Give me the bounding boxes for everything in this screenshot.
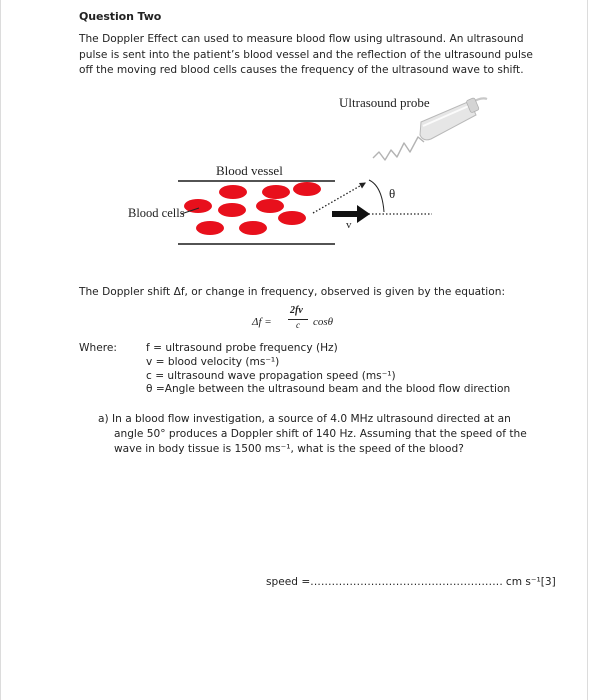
ultrasound-wave	[373, 137, 424, 160]
doppler-diagram	[0, 0, 603, 260]
probe-label: Ultrasound probe	[339, 95, 430, 110]
ultrasound-probe-icon	[420, 98, 487, 140]
part-a-line: a) In a blood flow investigation, a source of 4.0 MHz ultrasound directed at an	[98, 413, 511, 425]
blood-cells	[184, 182, 321, 235]
blood-cell	[239, 221, 267, 235]
part-a-line: wave in body tissue is 1500 ms⁻¹, what is the speed of the blood?	[114, 443, 464, 455]
equation-lhs: Δf =	[252, 316, 272, 328]
angle-label: θ	[389, 186, 396, 201]
answer-marks: [3]	[540, 576, 556, 588]
velocity-label: v	[346, 219, 352, 231]
question-part-a	[98, 412, 527, 457]
definitions-list	[146, 342, 510, 397]
blood-cell	[218, 203, 246, 217]
equation-trailing: cosθ	[313, 316, 334, 328]
definition-item: v = blood velocity (ms⁻¹)	[146, 355, 280, 368]
blood-cell	[219, 185, 247, 199]
blood-cell	[278, 211, 306, 225]
definition-item: c = ultrasound wave propagation speed (ms⁻¹)	[146, 369, 396, 382]
equation-numerator: 2fv	[290, 305, 303, 316]
intro-line: The Doppler Effect can used to measure blood flow using ultrasound. An ultrasound	[79, 33, 524, 45]
intro-line: pulse is sent into the patient’s blood vessel and the reflection of the ultrasound pulse	[79, 48, 533, 61]
equation-denominator: c	[296, 320, 300, 330]
where-label: Where:	[79, 342, 117, 354]
equation-intro: The Doppler shift Δf, or change in frequency, observed is given by the equation:	[79, 286, 506, 298]
answer-unit: cm s⁻¹	[505, 576, 541, 588]
blood-cell	[196, 221, 224, 235]
angle-arc	[369, 180, 384, 212]
blood-cell	[184, 199, 212, 213]
vessel-label: Blood vessel	[216, 163, 283, 178]
blood-cell	[293, 182, 321, 196]
cells-label: Blood cells	[128, 206, 185, 220]
answer-line[interactable]	[266, 576, 556, 588]
question-title: Question Two	[79, 10, 162, 23]
definition-item: θ =Angle between the ultrasound beam and the blood flow direction	[146, 383, 511, 396]
definition-item: f = ultrasound probe frequency (Hz)	[146, 342, 338, 354]
answer-label: speed =	[266, 576, 311, 588]
blood-cell	[256, 199, 284, 213]
intro-line: off the moving red blood cells causes the frequency of the ultrasound wave to shift.	[79, 64, 524, 76]
answer-dots[interactable]: ......................................................	[310, 576, 503, 588]
blood-cell	[262, 185, 290, 199]
part-a-line: angle 50° produces a Doppler shift of 140 Hz. Assuming that the speed of the	[114, 428, 527, 440]
